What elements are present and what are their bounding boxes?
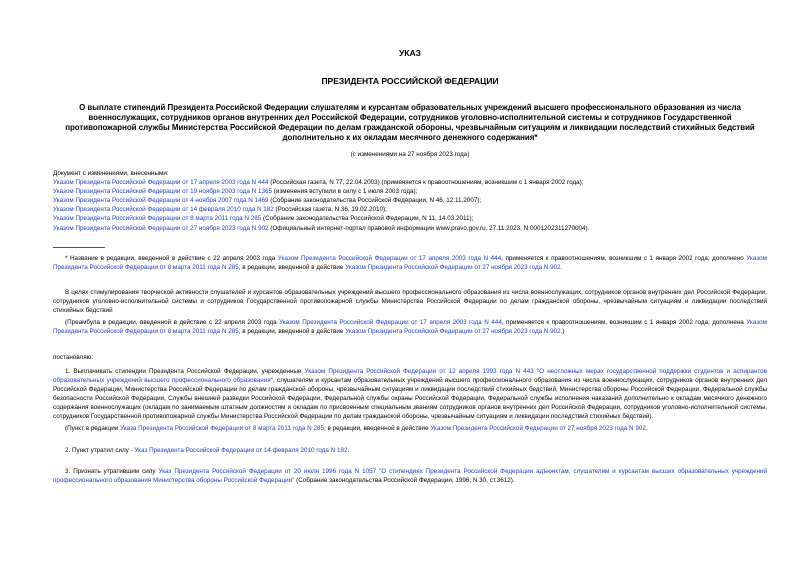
document-type-title: УКАЗ bbox=[399, 48, 421, 58]
changes-intro: Документ с изменениями, внесенными: bbox=[53, 169, 169, 177]
change-item bbox=[53, 178, 767, 187]
change-note: (Собрание законодательства Российской Федерации, N 11, 14.03.2011); bbox=[261, 215, 474, 223]
change-note: (изменения вступили в силу с 1 июля 2003 года); bbox=[272, 188, 418, 196]
change-item bbox=[53, 187, 767, 196]
clause-2-link[interactable]: Указ Президента Российской Федерации от 14 февраля 2010 года N 182 bbox=[134, 446, 348, 454]
clause-1-edition-note: (Пункт в редакции Указа Президента Российской Федерации от 8 марта 2011 года N 285; в редакции, введенной в действие Указом Президента Российской Федерации от 27 ноября 2023 года N 902. bbox=[65, 425, 648, 433]
change-link[interactable]: Указом Президента Российской Федерации от 14 февраля 2010 года N 182 bbox=[53, 206, 274, 214]
edition-note: (с изменениями на 27 ноября 2023 года) bbox=[350, 150, 470, 158]
clause-1-edition-link[interactable]: Указом Президента Российской Федерации от 27 ноября 2023 года N 902 bbox=[430, 425, 646, 433]
preamble-link[interactable]: Указом Президента Российской Федерации от 17 апреля 2003 года N 444 bbox=[279, 319, 502, 327]
clause-3-link[interactable]: Указ Президента Российской Федерации от 20 июля 1996 года N 1057 "О стипендиях Президента Российской Федерации адъюнктам, слушателям и курсантам высших образовательных учреждений профессионального образования Министерства обороны Российской Федерации" bbox=[53, 467, 767, 484]
change-link[interactable]: Указом Президента Российской Федерации от 17 апреля 2003 года N 444 bbox=[53, 178, 269, 186]
clause-1-edition-link[interactable]: Указа Президента Российской Федерации от 8 марта 2011 года N 285 bbox=[120, 425, 324, 433]
clause-1-link[interactable]: Указом Президента Российской Федерации от 12 апреля 1993 года N 443 "О неотложных мерах государственной поддержки студентов и аспирантов образовательных учреждений высшего профессионального образования" bbox=[53, 367, 767, 384]
footnote-divider bbox=[53, 247, 105, 248]
clause-2: 2. Пункт утратил силу - Указ Президента Российской Федерации от 14 февраля 2010 года N 182. bbox=[65, 446, 350, 454]
change-item bbox=[53, 224, 767, 233]
change-link[interactable]: Указом Президента Российской Федерации от 4 ноября 2007 года N 1469 bbox=[53, 197, 269, 205]
change-note: (Российская газета, N 77, 22.04.2003) (применяется к правоотношениям, возникшим с 1 января 2002 года); bbox=[268, 178, 584, 186]
change-note: (Российская газета, N 36, 19.02.2010); bbox=[273, 206, 387, 214]
clause-3: 3. Признать утратившим силу Указ Президента Российской Федерации от 20 июля 1996 года N 1057 "О стипендиях Президента Российской Федерации адъюнктам, слушателям и курсантам высших образовательных учреждений профессионального образования Министерства обороны Российской Федерации" (Собрание законодательства Российской Федерации, 1996, N 30, ст.3612). bbox=[53, 467, 767, 484]
change-item bbox=[53, 214, 767, 223]
changes-list bbox=[53, 169, 767, 233]
preamble-link[interactable]: Указом Президента Российской Федерации от 27 ноября 2023 года N 902 bbox=[345, 328, 561, 336]
clause-1: 1. Выплачивать стипендии Президента Российской Федерации, учрежденные Указом Президента Российской Федерации от 12 апреля 1993 года N 443 "О неотложных мерах государственной поддержки студентов и аспирантов образовательных учреждений высшего профессионального образования", слушателям и курсантам образовательных учреждений высшего профессионального образования из числа военнослужащих, сотрудников органов внутренних дел Российской Федерации, Министерства Российской Федерации по делам гражданской обороны, чрезвычайным ситуациям и ликвидации последствий стихийных бедствий, Министерства обороны Российской Федерации, Федеральной службы безопасности Российской Федерации, Службы внешней разведки Российской Федерации, Федеральной службы охраны Российской Федерации, Федеральной службы исполнения наказаний дополнительно к окладам месячного денежного содержания военнослужащих (окладам по занимаемым штатным должностям и окладам по присвоенным специальным званиям сотрудников органов внутренних дел Российской Федерации, сотрудников уголовно-исполнительной системы, сотрудников Государственной противопожарной службы Министерства Российской Федерации по делам гражданской обороны, чрезвычайным ситуациям и ликвидации последствий стихийных бедствий). bbox=[53, 367, 767, 421]
document-subject: О выплате стипендий Президента Российской Федерации слушателям и курсантам образовательных учреждений высшего профессионального образования из числа военнослужащих, сотрудников органов внутренних дел Российской Федерации, сотрудников уголовно-исполнительной системы и сотрудников Государственной противопожарной службы Министерства Российской Федерации по делам гражданской обороны, чрезвычайным ситуациям и ликвидации последствий стихийных бедствий дополнительно к их окладам месячного денежного содержания* bbox=[65, 102, 755, 143]
change-link[interactable]: Указом Президента Российской Федерации от 27 ноября 2023 года N 902 bbox=[53, 224, 269, 232]
preamble-text: В целях стимулирования творческой активности слушателей и курсантов образовательных учреждений высшего профессионального образования из числа военнослужащих, сотрудников органов внутренних дел Российской Федерации, сотрудников уголовно-исполнительной системы и сотрудников Государственной противопожарной службы Министерства Российской Федерации по делам гражданской обороны, чрезвычайным ситуациям и ликвидации последствий стихийных бедствий bbox=[53, 288, 767, 315]
change-link[interactable]: Указом Президента Российской Федерации от 8 марта 2011 года N 285 bbox=[53, 215, 262, 223]
footnote: * Название в редакции, введенной в действие с 22 апреля 2003 года Указом Президента Российской Федерации от 17 апреля 2003 года N 444, применяется к правоотношениям, возникшим с 1 января 2002 года; дополнено Указом Президента Российской Федерации от 8 марта 2011 года N 285; в редакции, введенной в действие Указом Президента Российской Федерации от 27 ноября 2023 года N 902. bbox=[53, 254, 767, 271]
change-note: (Официальный интернет-портал правовой информации www.pravo.gov.ru, 27.11.2023, N 0001202311270004). bbox=[268, 224, 590, 232]
footnote-link[interactable]: Указом Президента Российской Федерации от 17 апреля 2003 года N 444 bbox=[277, 254, 502, 262]
change-note: (Собрание законодательства Российской Федерации, N 46, 12.11.2007); bbox=[268, 197, 482, 205]
resolves-label: постановляю: bbox=[53, 353, 94, 361]
change-item bbox=[53, 205, 767, 214]
change-item bbox=[53, 196, 767, 205]
footnote-link[interactable]: Указом Президента Российской Федерации от 27 ноября 2023 года N 902 bbox=[345, 263, 561, 271]
issuer-title: ПРЕЗИДЕНТА РОССИЙСКОЙ ФЕДЕРАЦИИ bbox=[321, 76, 499, 87]
footnote-link[interactable]: Указом Президента Российской Федерации от 8 марта 2011 года N 285 bbox=[53, 254, 767, 271]
preamble-link[interactable]: Указом Президента Российской Федерации от 8 марта 2011 года N 285 bbox=[53, 319, 767, 336]
change-link[interactable]: Указом Президента Российской Федерации от 19 ноября 2003 года N 1365 bbox=[53, 188, 273, 196]
preamble-edition-note: (Преамбула в редакции, введенной в действие с 22 апреля 2003 года Указом Президента Российской Федерации от 17 апреля 2003 года N 444, применяется к правоотношениям, возникшим с 1 января 2002 года; дополнена Указом Президента Российской Федерации от 8 марта 2011 года N 285; в редакции, введенной в действие Указом Президента Российской Федерации от 27 ноября 2023 года N 902.) bbox=[53, 319, 767, 336]
